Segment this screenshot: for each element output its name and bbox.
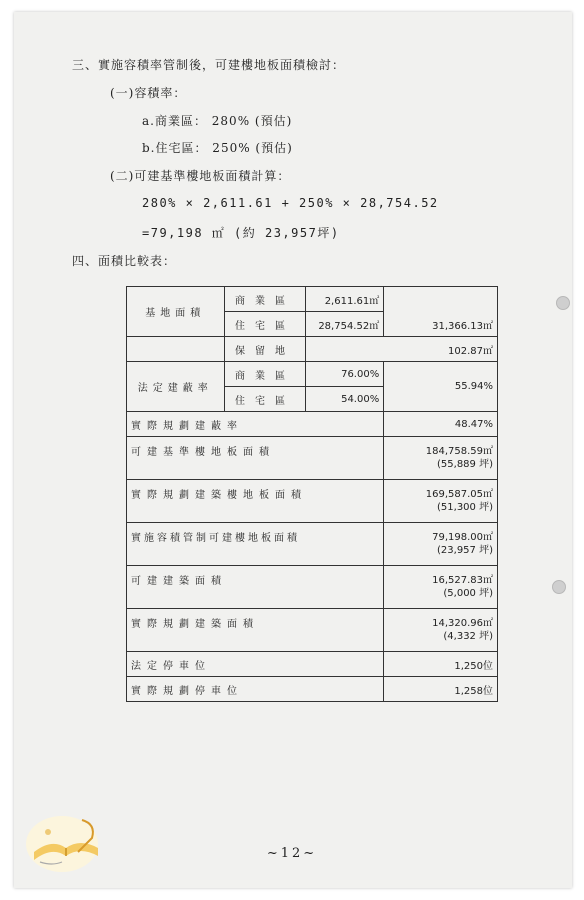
book-quill-logo-icon: [22, 808, 112, 876]
reserved-land-value: 102.87㎡: [306, 337, 498, 362]
far-floor-ping: (23,957 坪): [437, 545, 493, 556]
buildable-floor-label: 可建基準樓地板面積: [127, 437, 384, 480]
planned-floor-label: 實際規劃建築樓地板面積: [127, 480, 384, 523]
table-row: [127, 412, 498, 437]
buildable-building-label: 可建建築面積: [127, 566, 384, 609]
subsection-floor-area-calc: (二)可建基準樓地板面積計算：: [110, 169, 291, 183]
base-total-value: 31,366.13㎡: [384, 287, 498, 337]
binder-hole: [556, 296, 570, 310]
buildable-floor-cell: [384, 437, 498, 480]
buildable-floor-value: 184,758.59㎡: [425, 446, 493, 457]
planned-building-cell: [384, 609, 498, 652]
planned-parking-value: 1,258位: [384, 677, 498, 702]
binder-hole: [552, 580, 566, 594]
far-floor-cell: [384, 523, 498, 566]
actual-coverage-label: 實際規劃建蔽率: [127, 412, 384, 437]
far-floor-label: 實施容積管制可建樓地板面積: [127, 523, 384, 566]
residential-zone-label: 住宅區: [224, 312, 306, 337]
legal-parking-label: 法定停車位: [127, 652, 384, 677]
coverage-residential-label: 住宅區: [224, 387, 306, 412]
page-number: ~12~: [266, 846, 318, 861]
planned-floor-cell: [384, 480, 498, 523]
buildable-building-cell: [384, 566, 498, 609]
buildable-floor-ping: (55,889 坪): [437, 459, 493, 470]
planned-building-value: 14,320.96㎡: [432, 618, 493, 629]
commercial-area-value: 2,611.61㎡: [306, 287, 384, 312]
actual-coverage-value: 48.47%: [384, 412, 498, 437]
area-comparison-table: [126, 286, 498, 702]
buildable-building-ping: (5,000 坪): [443, 588, 493, 599]
blank-cell: [127, 337, 225, 362]
coverage-commercial-label: 商業區: [224, 362, 306, 387]
legal-parking-value: 1,250位: [384, 652, 498, 677]
table-row: [127, 362, 498, 387]
subsection-far-rate: (一)容積率：: [110, 86, 187, 100]
far-commercial-item: a.商業區： 280% (預估): [142, 114, 293, 128]
buildable-building-value: 16,527.83㎡: [432, 575, 493, 586]
table-row: [127, 652, 498, 677]
table-row: [127, 287, 498, 312]
table-row: [127, 523, 498, 566]
table-row: [127, 677, 498, 702]
residential-area-value: 28,754.52㎡: [306, 312, 384, 337]
commercial-zone-label: 商業區: [224, 287, 306, 312]
calculation-formula: 280% × 2,611.61 + 250% × 28,754.52: [142, 196, 439, 210]
planned-building-label: 實際規劃建築面積: [127, 609, 384, 652]
section-heading-3: 三、實施容積率管制後，可建樓地板面積檢討：: [72, 58, 346, 72]
coverage-residential-value: 54.00%: [306, 387, 384, 412]
table-row: [127, 566, 498, 609]
table-row: [127, 337, 498, 362]
table-row: [127, 609, 498, 652]
base-area-label: 基地面積: [127, 287, 225, 337]
table-row: [127, 480, 498, 523]
calculation-result: =79,198 ㎡ (約 23,957坪): [142, 226, 340, 240]
far-floor-value: 79,198.00㎡: [432, 532, 493, 543]
table-row: [127, 437, 498, 480]
legal-coverage-label: 法定建蔽率: [127, 362, 225, 412]
section-heading-4: 四、面積比較表：: [72, 254, 177, 268]
planned-floor-ping: (51,300 坪): [437, 502, 493, 513]
legal-coverage-total: 55.94%: [384, 362, 498, 412]
planned-building-ping: (4,332 坪): [443, 631, 493, 642]
coverage-commercial-value: 76.00%: [306, 362, 384, 387]
planned-parking-label: 實際規劃停車位: [127, 677, 384, 702]
planned-floor-value: 169,587.05㎡: [425, 489, 493, 500]
reserved-land-label: 保留地: [224, 337, 306, 362]
far-residential-item: b.住宅區： 250% (預估): [142, 141, 293, 155]
